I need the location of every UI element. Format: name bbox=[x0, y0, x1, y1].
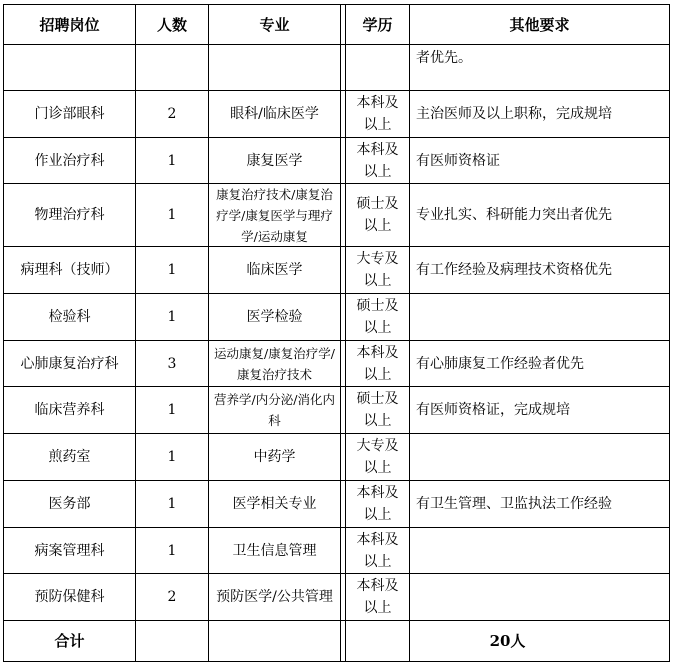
cell-position: 心肺康复治疗科 bbox=[20, 355, 119, 372]
cell-count: 1 bbox=[167, 152, 177, 169]
cell-position: 煎药室 bbox=[48, 449, 91, 465]
cell-position: 病理科（技师） bbox=[20, 262, 119, 278]
cell-major: 营养学/内分泌/消化内科 bbox=[214, 392, 335, 428]
cell-education: 大专及以上 bbox=[356, 251, 399, 289]
cell-position: 作业治疗科 bbox=[34, 152, 105, 169]
cell-position: 门诊部眼科 bbox=[34, 106, 105, 122]
cell-major: 卫生信息管理 bbox=[232, 542, 317, 559]
cell-major: 临床医学 bbox=[246, 262, 303, 278]
cell-count: 2 bbox=[167, 106, 177, 122]
cell-other: 有卫生管理、卫监执法工作经验 bbox=[416, 496, 612, 512]
cell-major: 运动康复/康复治疗学/康复治疗技术 bbox=[214, 345, 335, 382]
column-divider bbox=[340, 4, 341, 662]
cell-count: 1 bbox=[167, 402, 177, 418]
cell-education: 硕士及以上 bbox=[356, 298, 399, 336]
cell-major: 眼科/临床医学 bbox=[230, 106, 319, 122]
cell-education: 本科及以上 bbox=[356, 578, 399, 616]
cell-position: 物理治疗科 bbox=[34, 207, 105, 223]
cell-other bbox=[410, 294, 669, 340]
cell-education: 本科及以上 bbox=[356, 485, 399, 523]
continuation-other: 者优先。 bbox=[416, 50, 472, 66]
cell-other bbox=[410, 434, 669, 480]
cell-position: 病案管理科 bbox=[34, 542, 105, 559]
cell-major: 中药学 bbox=[253, 449, 296, 465]
cell-other: 主治医师及以上职称，完成规培 bbox=[416, 106, 612, 122]
cell-major: 预防医学/公共管理 bbox=[216, 589, 333, 605]
cell-other: 专业扎实、科研能力突出者优先 bbox=[416, 207, 612, 223]
header-other: 其他要求 bbox=[509, 15, 570, 34]
header-major: 专业 bbox=[259, 15, 290, 34]
cell-count: 1 bbox=[167, 496, 177, 512]
cell-education: 大专及以上 bbox=[356, 438, 399, 476]
footer-total: 20人 bbox=[489, 632, 526, 650]
cell-count: 1 bbox=[167, 262, 177, 278]
cell-other bbox=[410, 528, 669, 573]
cell-other: 有医师资格证，完成规培 bbox=[416, 402, 570, 418]
cell-count: 1 bbox=[167, 449, 177, 465]
cell-other: 有医师资格证 bbox=[416, 152, 500, 169]
cell-count: 1 bbox=[167, 542, 177, 559]
cell-education: 本科及以上 bbox=[356, 344, 399, 383]
cell-position: 检验科 bbox=[48, 309, 91, 325]
header-count: 人数 bbox=[156, 15, 187, 34]
cell-count: 2 bbox=[167, 589, 177, 605]
cell-education: 硕士及以上 bbox=[356, 391, 399, 429]
cell-other bbox=[410, 574, 669, 620]
cell-major: 医学检验 bbox=[246, 309, 303, 325]
cell-position: 临床营养科 bbox=[34, 402, 105, 418]
cell-education: 本科及以上 bbox=[356, 141, 399, 180]
cell-count: 1 bbox=[167, 309, 177, 325]
cell-count: 1 bbox=[167, 207, 177, 223]
cell-education: 硕士及以上 bbox=[356, 196, 399, 234]
cell-education: 本科及以上 bbox=[356, 95, 399, 133]
cell-count: 3 bbox=[167, 355, 177, 372]
header-position: 招聘岗位 bbox=[39, 15, 100, 34]
cell-position: 预防保健科 bbox=[34, 589, 105, 605]
footer-label: 合计 bbox=[54, 632, 85, 650]
cell-major: 医学相关专业 bbox=[232, 496, 317, 512]
table-border-right bbox=[669, 4, 670, 662]
cell-major: 康复医学 bbox=[246, 152, 303, 169]
cell-major: 康复治疗技术/康复治疗学/康复医学与理疗学/运动康复 bbox=[216, 186, 333, 244]
header-education: 学历 bbox=[362, 15, 393, 34]
cell-other: 有工作经验及病理技术资格优先 bbox=[416, 262, 612, 278]
cell-education: 本科及以上 bbox=[356, 531, 399, 570]
cell-other: 有心肺康复工作经验者优先 bbox=[416, 355, 584, 372]
cell-position: 医务部 bbox=[48, 496, 91, 512]
row-divider bbox=[3, 661, 670, 662]
